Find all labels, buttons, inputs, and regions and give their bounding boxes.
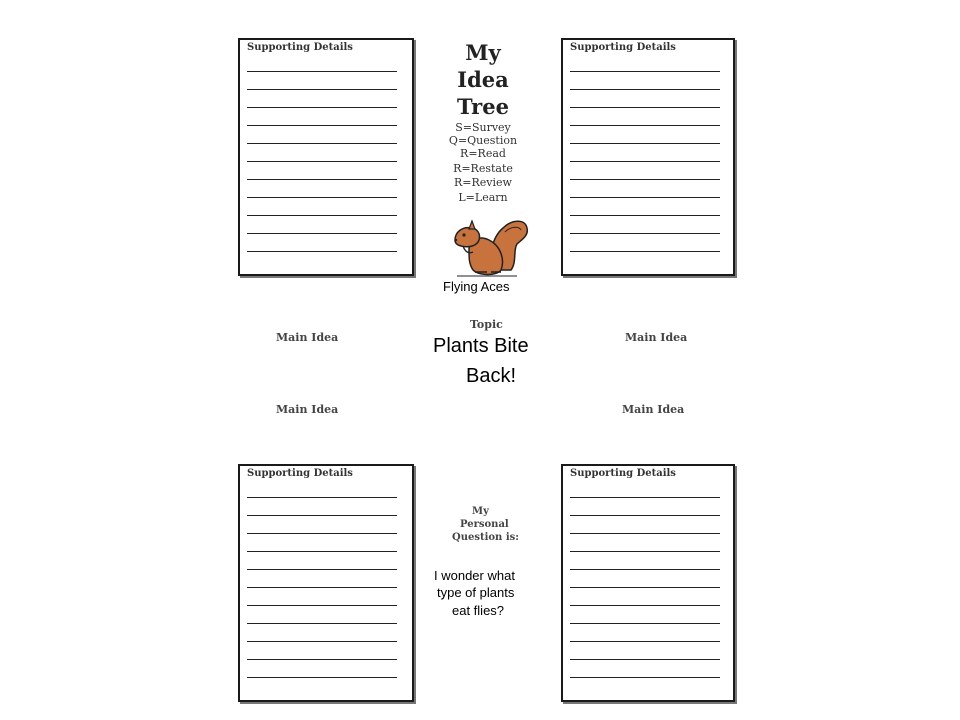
writing-line xyxy=(247,215,397,216)
supporting-details-panel-bottom-right xyxy=(561,464,735,702)
personal-question-label-line1: My xyxy=(472,506,489,517)
main-idea-label-top-left: Main Idea xyxy=(276,331,339,344)
step-learn: L=Learn xyxy=(458,191,508,204)
writing-line xyxy=(570,179,720,180)
writing-line xyxy=(247,659,397,660)
topic-label: Topic xyxy=(470,318,503,331)
writing-line xyxy=(247,71,397,72)
supporting-details-panel-top-right xyxy=(561,38,735,276)
writing-line xyxy=(247,125,397,126)
writing-line xyxy=(247,515,397,516)
writing-line xyxy=(570,677,720,678)
group-name: Flying Aces xyxy=(443,279,510,294)
step-restate: R=Restate xyxy=(453,162,513,175)
writing-line xyxy=(570,533,720,534)
writing-line xyxy=(570,233,720,234)
personal-question-label-line3: Question is: xyxy=(452,532,519,543)
personal-question-text-line1: I wonder what xyxy=(434,568,515,583)
writing-line xyxy=(570,497,720,498)
personal-question-text-line3: eat flies? xyxy=(452,603,505,618)
writing-line xyxy=(247,161,397,162)
supporting-details-panel-top-left xyxy=(238,38,414,276)
writing-line xyxy=(247,569,397,570)
step-review: R=Review xyxy=(454,176,512,189)
writing-line xyxy=(570,215,720,216)
writing-line xyxy=(247,179,397,180)
supporting-details-panel-bottom-left xyxy=(238,464,414,702)
topic-text-line2: Back! xyxy=(466,365,517,387)
writing-line xyxy=(247,143,397,144)
personal-question-text-line2: type of plants xyxy=(437,585,515,600)
writing-line xyxy=(570,107,720,108)
writing-line xyxy=(247,233,397,234)
writing-line xyxy=(247,623,397,624)
writing-line xyxy=(570,569,720,570)
writing-line xyxy=(247,677,397,678)
writing-line xyxy=(570,623,720,624)
writing-line xyxy=(247,89,397,90)
writing-line xyxy=(570,161,720,162)
main-idea-label-bottom-left: Main Idea xyxy=(276,403,339,416)
writing-line xyxy=(570,143,720,144)
writing-line xyxy=(247,587,397,588)
title-line-my: My xyxy=(465,40,501,65)
step-read: R=Read xyxy=(460,147,506,160)
writing-line xyxy=(247,641,397,642)
writing-line xyxy=(570,515,720,516)
panel-title: Supporting Details xyxy=(570,468,676,479)
writing-line xyxy=(247,497,397,498)
personal-question-label-line2: Personal xyxy=(460,519,509,530)
title-line-idea: Idea xyxy=(457,67,509,92)
main-idea-label-bottom-right: Main Idea xyxy=(622,403,685,416)
writing-line xyxy=(570,125,720,126)
squirrel-icon xyxy=(447,210,531,278)
panel-title: Supporting Details xyxy=(570,42,676,53)
writing-line xyxy=(570,641,720,642)
writing-line xyxy=(247,107,397,108)
step-survey: S=Survey xyxy=(455,121,511,134)
writing-line xyxy=(247,251,397,252)
title-line-tree: Tree xyxy=(457,94,509,119)
writing-line xyxy=(570,605,720,606)
step-question: Q=Question xyxy=(448,134,518,147)
panel-title: Supporting Details xyxy=(247,468,353,479)
writing-line xyxy=(570,587,720,588)
writing-line xyxy=(570,551,720,552)
writing-line xyxy=(247,551,397,552)
writing-line xyxy=(570,251,720,252)
writing-line xyxy=(570,659,720,660)
topic-text-line1: Plants Bite xyxy=(433,335,529,357)
writing-line xyxy=(247,197,397,198)
writing-line xyxy=(570,71,720,72)
panel-title: Supporting Details xyxy=(247,42,353,53)
writing-line xyxy=(247,533,397,534)
writing-line xyxy=(570,197,720,198)
writing-line xyxy=(570,89,720,90)
main-idea-label-top-right: Main Idea xyxy=(625,331,688,344)
writing-line xyxy=(247,605,397,606)
